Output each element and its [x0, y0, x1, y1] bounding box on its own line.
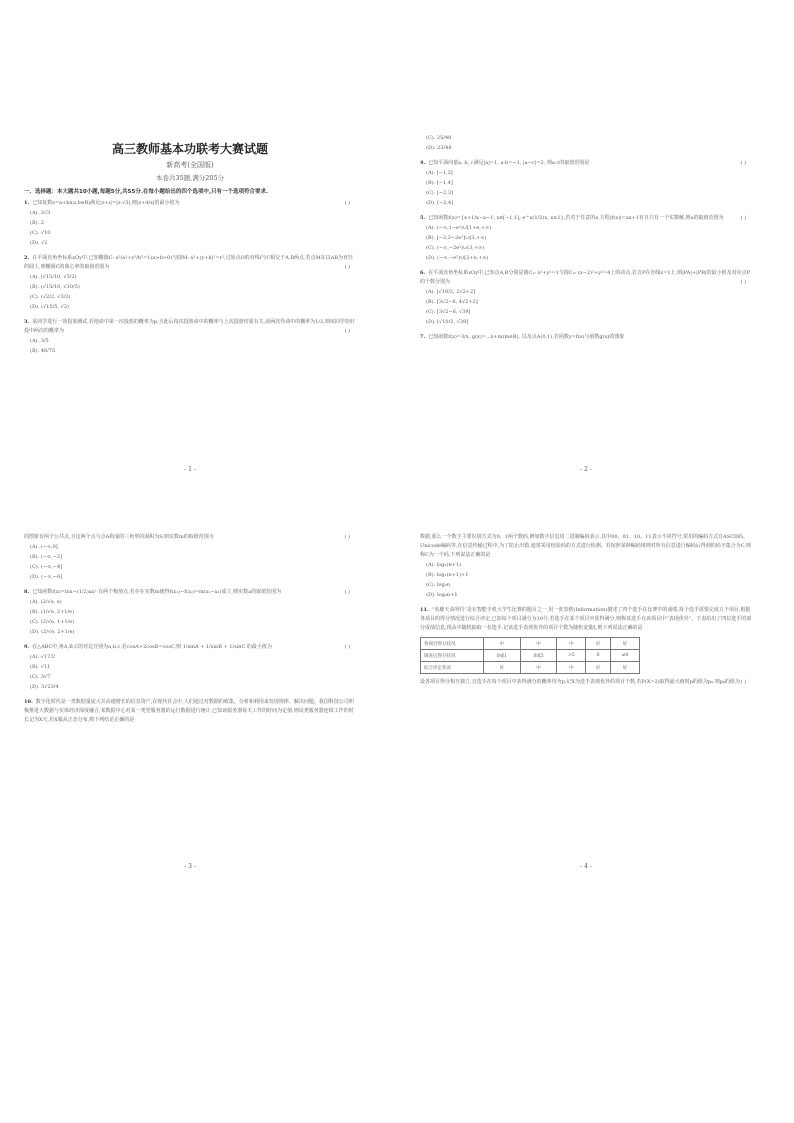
question-11: 11. “英雄天命所归”是在智能手机大学生比赛的题目之一,用一张表格(Information)描述了四个选手在比赛中的成绩,每个选手需要完成五个项目,根据各项目的得分情况进行综合评定,已知每个项目满分为10分,若选手在某个项目中获得满分,则称该选手在该项目中“表现优异”。下表给出了四位选手的部分成绩信息,现从中随机抽取一名选手,记该选手表现优异的项目个数为随机变量ξ,则下列说法正确的是 — [420, 607, 752, 631]
question-10: 10. 数字化时代是一类数据量庞大并高速增长的信息资产,在现代社会中,人们通过对数据的收集、分析和利用来发现规律、解决问题。我国科技公司积极推进大数据与实体经济深度融合,某数据中心对某一类型服务器的运行数据进行统计,已知该服务器每天工作的时间为定值,则该类服务器连续工作的时长记为X天,若X服从正态分布,则下列结论正确的是 — [24, 699, 354, 723]
option: (A). √17/2 — [30, 654, 56, 660]
option: (A). (2/√e, e) — [30, 599, 62, 605]
table-cell: >5 — [557, 650, 586, 662]
option: (D). (2/√e, 2+1/e) — [30, 629, 75, 635]
table-cell: 好 — [586, 638, 610, 650]
question-5: 5. 已知函数f(x)={x+1/x−a−1, x∈[−1,1]; e^x(1/2)x, x≥1},若对于任意的x,方程|f(x)|=ax+1有且只有一个实数解,则a的取值范围为 ( ) — [420, 215, 746, 221]
option: (A). 2√3 — [30, 210, 51, 216]
question-9: 9. 在△ABC中,角A,B,C的对边分别为a,b,c,若cosA+2cosB=cosC,则 1/sinA + 1/sinB + 1/sinC 的最小值为 ( ) — [24, 644, 350, 650]
option: (D). 23/48 — [426, 145, 452, 151]
question-1: 1. 已知复数z=a+bi(a,b∈R)满足|z+i|=|z-√3|,则|z+4/z|的最小值为 ( ) — [24, 200, 350, 206]
question-7: 7. 已知函数f(x)=3/x, g(x)=...x+m(m∈R), 以及点A(0,1),若函数y=f(x)与函数g(x)的图象 — [420, 334, 625, 340]
option: (B). √11 — [30, 664, 51, 670]
option: (D). 3√23/4 — [30, 684, 59, 690]
option: (A). (−∞,1−e²)∪[1+e,+∞) — [426, 225, 492, 231]
exam-meta: 本卷共35题,满分205分 — [155, 174, 225, 182]
page-number: - 2 - — [580, 466, 592, 473]
score-table — [420, 637, 640, 674]
option: (A). 3/5 — [30, 338, 49, 344]
option: (D). [−2,4] — [426, 200, 454, 206]
table-cell: 好 — [586, 662, 610, 674]
option: (C). [−2,3] — [426, 190, 453, 196]
option: (C). 25/48 — [426, 135, 452, 141]
option: (A). [√10/2, 2√2+2] — [426, 289, 476, 295]
page-number: - 3 - — [184, 863, 196, 870]
option: (B). [3√2−6, 4√2+2] — [426, 299, 478, 305]
option: (B). log₂(n+1)+1 — [426, 572, 469, 578]
table-cell: 6 — [586, 650, 610, 662]
option: (A). [−1,3] — [426, 170, 453, 176]
option: (B). 2 — [30, 220, 44, 226]
question-4: 4. 已知平面向量a, b, c满足|a|=1, a·b=−1, |a−c|=2, 则a·c的取值范围是 ( ) — [420, 160, 746, 166]
option: (B). [−1,4] — [426, 180, 453, 186]
option: (A). (√15/10, √3/2) — [30, 274, 77, 280]
table-cell: 中 — [557, 638, 586, 650]
table-cell: 各项目得分状况 — [421, 638, 484, 650]
table-cell: 调查后得分状况 — [421, 650, 484, 662]
exam-page-1 — [16, 128, 364, 478]
page-number: - 4 - — [580, 863, 592, 870]
table-cell: 好 — [610, 662, 639, 674]
table-cell: 中 — [557, 662, 586, 674]
option: (D). (√15/5, √2) — [30, 304, 69, 310]
option: (B). (1/√e, 2+1/e) — [30, 609, 75, 615]
table-cell: ≠8 — [610, 650, 639, 662]
table-row — [421, 650, 640, 662]
option: (C). [3√2−6, √39] — [426, 309, 471, 315]
table-cell: 好 — [610, 638, 639, 650]
option: (C). (−∞,−4] — [30, 564, 63, 570]
exam-page-3 — [16, 527, 364, 877]
table-cell: 0或5 — [520, 650, 557, 662]
option: (A). log₂(n+1) — [426, 562, 461, 568]
table-cell: 好 — [484, 662, 521, 674]
page-number: - 1 - — [184, 466, 196, 473]
question-10-continued: 数据,那么一个数字主要识别方式为0、1两个数码,例如数字信息用二进制编码表示,其中00、01、10、11表示不同符号,常用的编码方式有ASCII码、Unicode编码等,在信息传输过程中,为了防止出错,通常采用校验码的方式进行检测。若按照某种编码规则对所有信息进行编码后得到的码字集合为C,则称C为一个码,下列说法正确的是 — [420, 534, 752, 558]
exam-subtitle: 新高考(全国版) — [166, 161, 214, 169]
table-row — [421, 662, 640, 674]
table-cell: 中 — [484, 638, 521, 650]
table-cell: 中 — [520, 638, 557, 650]
table-cell: 综合评定状况 — [421, 662, 484, 674]
exam-page-2 — [412, 128, 760, 478]
option: (B). (−∞,−2] — [30, 554, 62, 560]
option: (B). 46/75 — [30, 348, 56, 354]
option: (B). (√15/10, √10/5) — [30, 284, 80, 290]
question-6: 6. 在平面直角坐标系xOy中,已知点A,B分别是圆C₁: x²+y²=1与圆C₂: (x−2)²+y²=4上的动点,若点P在直线x=1上,则|PA|+|PB|的最小值及对应点P的个数分别为 ( ) — [420, 270, 750, 285]
option: (D). (−∞,−e²)∪[2+e,+∞) — [426, 255, 489, 261]
question-7-continued: 的图象有两个公共点,且这两个点与点A构成的三角形的面积为S,则实数m的取值范围为 ( ) — [24, 534, 350, 540]
exam-page-4 — [412, 527, 760, 877]
table-row — [421, 638, 640, 650]
option: (D). (−∞,−6] — [30, 574, 63, 580]
option: (C). (2/√e, 1+1/e) — [30, 619, 75, 625]
option: (D). [√10/2, √39] — [426, 319, 469, 325]
option: (C). √10 — [30, 230, 51, 236]
option: (D). √2 — [30, 240, 48, 246]
table-cell: 中 — [520, 662, 557, 674]
section-heading: 一、选择题：本大题共10小题,每题5分,共55分.在每小题给出的四个选项中,只有一个选项符合要求. — [24, 189, 269, 195]
table-cell: 0或1 — [484, 650, 521, 662]
option: (C). (√2/2, √3/2) — [30, 294, 71, 300]
question-3: 3. 某同学进行一项投篮测试,若他命中第一次投篮的概率为p,且此后每次投篮命中的概率与上次投篮结果有关,前两次均命中的概率为1/2,则该同学恰好投中两次的概率为 ( ) — [24, 319, 355, 334]
exam-title: 高三教师基本功联考大赛试题 — [111, 142, 268, 156]
option: (D). log₂n+1 — [426, 592, 458, 598]
option: (C). (−∞,−2e²)∪(3,+∞) — [426, 245, 485, 251]
question-2: 2. 在平面直角坐标系xOy中,已知椭圆C: x²/a²+y²/b²=1(a>b>0)与圆M: x²+(y+k)²=r²,过原点O的直线l与C相交于A,B两点,若点M在以AB为直径的圆上,则椭圆C的离心率的取值范围为 ( ) — [24, 255, 354, 270]
option: (A). (−∞,0] — [30, 544, 58, 550]
question-11-continued: 设各项目得分相互独立,且选手在每个项目中获得满分的概率均为p,记X为选手表现优异的项目个数,若P(X=2)取得最大值时p的值为p₀,则p₀的值为 ( ) — [420, 679, 746, 685]
option: (C). 3√7 — [30, 674, 51, 680]
option: (C). log₂n — [426, 582, 450, 588]
question-8: 8. 已知函数f(x)=lnx−(1/2)ax² 有两个极值点,若存在实数m使得f(x₁)−f(x₂)=m(x₁−x₂)成立,则实数a的取值范围为 ( ) — [24, 589, 350, 595]
option: (B). [−3,3−2e²]∪[3,+∞) — [426, 235, 487, 241]
